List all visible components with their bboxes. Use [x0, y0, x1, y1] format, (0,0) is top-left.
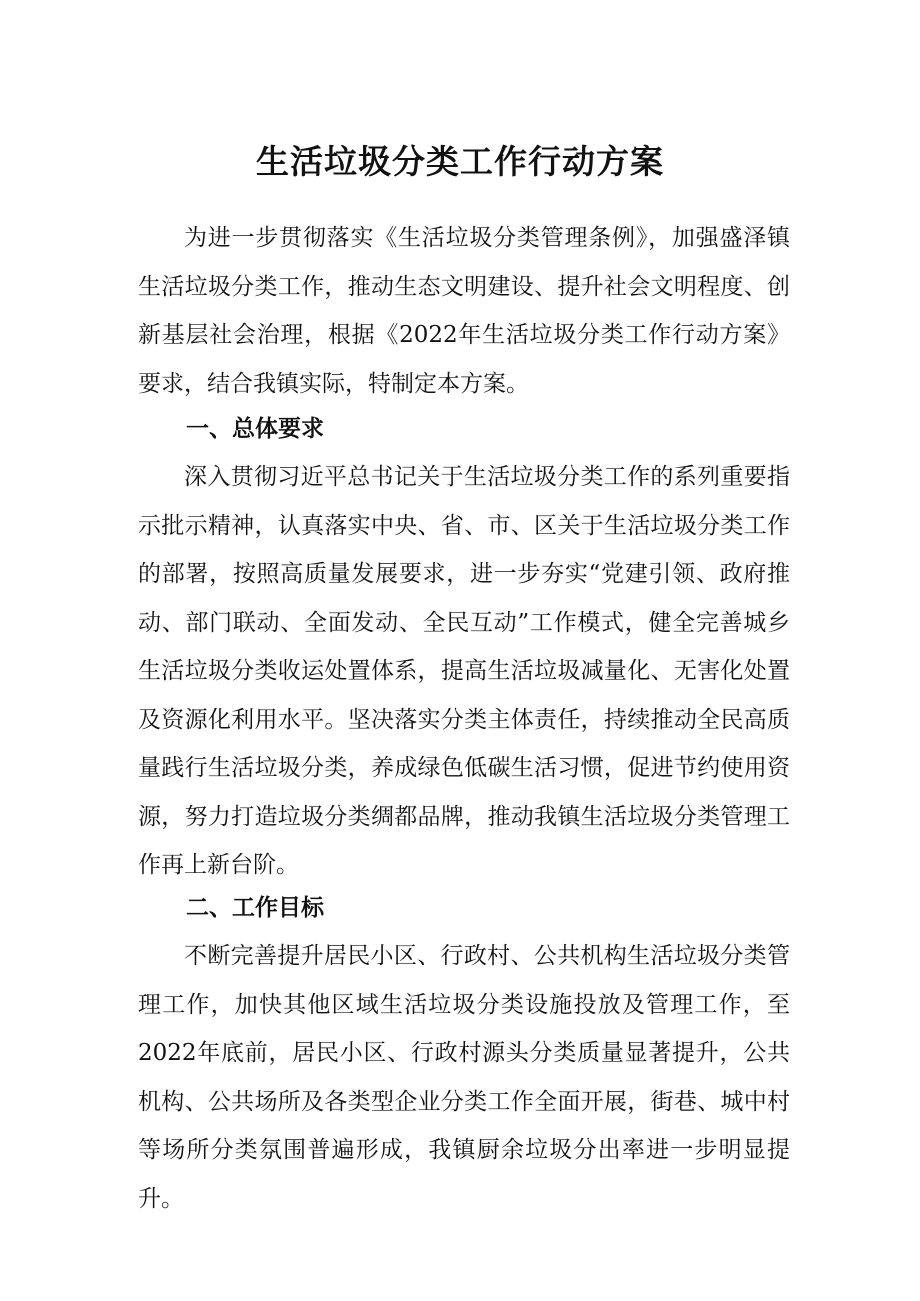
section-paragraph-overall-requirements: 深入贯彻习近平总书记关于生活垃圾分类工作的系列重要指示批示精神，认真落实中央、省、市、区关于生活垃圾分类工作的部署，按照高质量发展要求，进一步夯实“党建引领、政府推动、部门联动、全面发动、全民互动”工作模式，健全完善城乡生活垃圾分类收运处置体系，提高生活垃圾减量化、无害化处置及资源化利用水平。坚决落实分类主体责任，持续推动全民高质量践行生活垃圾分类，养成绿色低碳生活习惯，促进节约使用资源，努力打造垃圾分类绸都品牌，推动我镇生活垃圾分类管理工作再上新台阶。	[138, 464, 790, 878]
section-paragraph-work-goals: 不断完善提升居民小区、行政村、公共机构生活垃圾分类管理工作，加快其他区域生活垃圾分类设施投放及管理工作，至2022年底前，居民小区、行政村源头分类质量显著提升，公共机构、公共场所及各类型企业分类工作全面开展，街巷、城中村等场所分类氛围普遍形成，我镇厨余垃圾分出率进一步明显提升。	[138, 943, 790, 1212]
document-title: 生活垃圾分类工作行动方案	[256, 142, 664, 181]
intro-paragraph: 为进一步贯彻落实《生活垃圾分类管理条例》，加强盛泽镇生活垃圾分类工作，推动生态文明建设、提升社会文明程度、创新基层社会治理，根据《2022年生活垃圾分类工作行动方案》要求，结合我镇实际，特制定本方案。	[138, 225, 790, 397]
section-heading-work-goals: 二、工作目标	[186, 895, 324, 921]
section-heading-overall-requirements: 一、总体要求	[186, 416, 324, 442]
